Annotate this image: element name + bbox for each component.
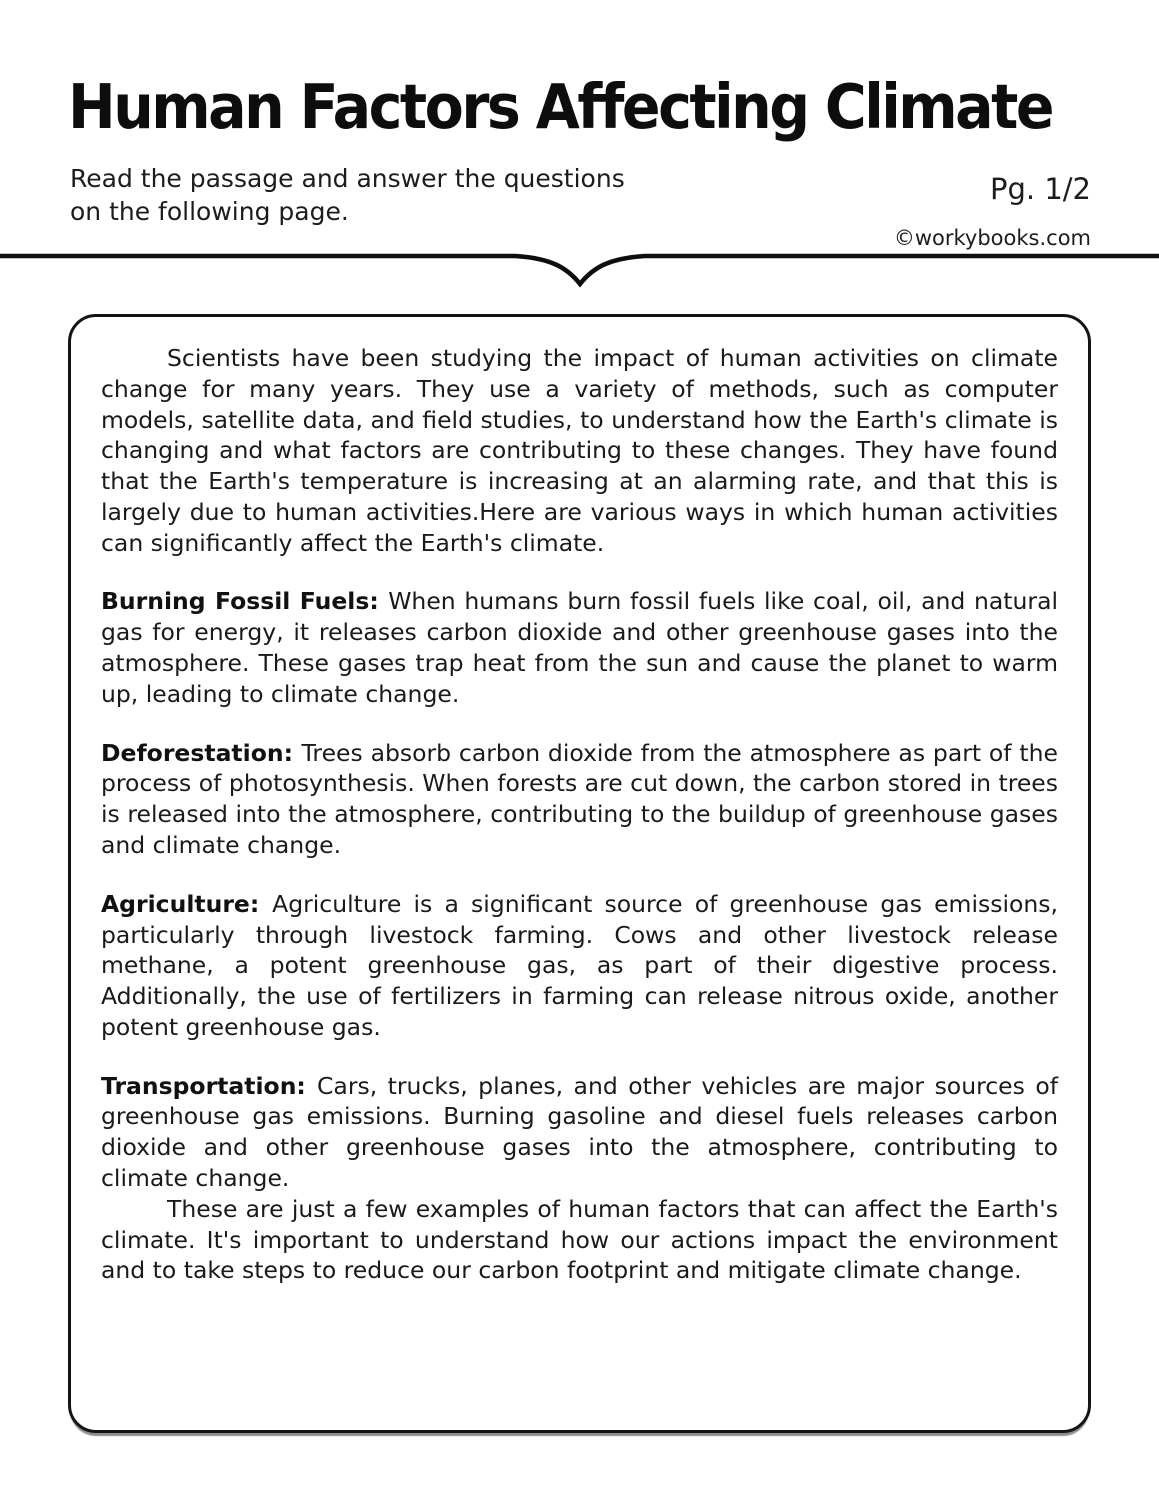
passage-conclusion-paragraph: These are just a few examples of human factors that can affect the Earth's climate. It's important to understand how our actions impact the environment and to take steps to reduce our carbon footprint and mitigate climate change. — [101, 1194, 1058, 1285]
passage-intro-paragraph: Scientists have been studying the impact of human activities on climate change for many years. They use a variety of methods, such as computer models, satellite data, and field studies, to understand how the Earth's climate is changing and what factors are contributing to these changes. They have found that the Earth's temperature is increasing at an alarming rate, and that this is largely due to human activities.Here are various ways in which human activities can significantly affect the Earth's climate. — [101, 344, 1058, 557]
passage-section-paragraph — [101, 1071, 1058, 1194]
section-divider — [0, 250, 1159, 294]
instructions-line-2: on the following page. — [70, 197, 349, 227]
section-label: Agriculture: — [101, 889, 273, 918]
passage-section-paragraph — [101, 586, 1058, 709]
section-text: Cars, trucks, planes, and other vehicles are major sources of greenhouse gas emissions. Burning gasoline and diesel fuels releases carbon dioxide and other greenhouse gases into the atmosphere, contributing to climate change. — [101, 1071, 1058, 1192]
passage-section-paragraph — [101, 889, 1058, 1043]
page-title: Human Factors Affecting Climate — [68, 72, 1053, 144]
section-label: Transportation: — [101, 1071, 318, 1100]
section-label: Deforestation: — [101, 738, 302, 767]
passage-section-paragraph — [101, 738, 1058, 861]
section-text: Agriculture is a significant source of greenhouse gas emissions, particularly through livestock farming. Cows and other livestock release methane, a potent greenhouse gas, as part of their digestive process. Additionally, the use of fertilizers in farming can release nitrous oxide, another potent greenhouse gas. — [101, 889, 1058, 1041]
section-label: Burning Fossil Fuels: — [101, 587, 389, 616]
section-text: When humans burn fossil fuels like coal, oil, and natural gas for energy, it releases carbon dioxide and other greenhouse gases into the atmosphere. These gases trap heat from the sun and cause the planet to warm up, leading to climate change. — [101, 587, 1058, 708]
page-number: Pg. 1/2 — [989, 172, 1091, 206]
passage-box — [68, 314, 1091, 1433]
instructions-text — [70, 162, 625, 229]
passage-sections — [101, 586, 1058, 1193]
instructions-line-1: Read the passage and answer the questions — [70, 164, 625, 193]
copyright-credit: ©workybooks.com — [893, 226, 1091, 250]
section-text: Trees absorb carbon dioxide from the atmosphere as part of the process of photosynthesis. When forests are cut down, the carbon stored in trees is released into the atmosphere, contributing to the buildup of greenhouse gases and climate change. — [101, 738, 1058, 859]
